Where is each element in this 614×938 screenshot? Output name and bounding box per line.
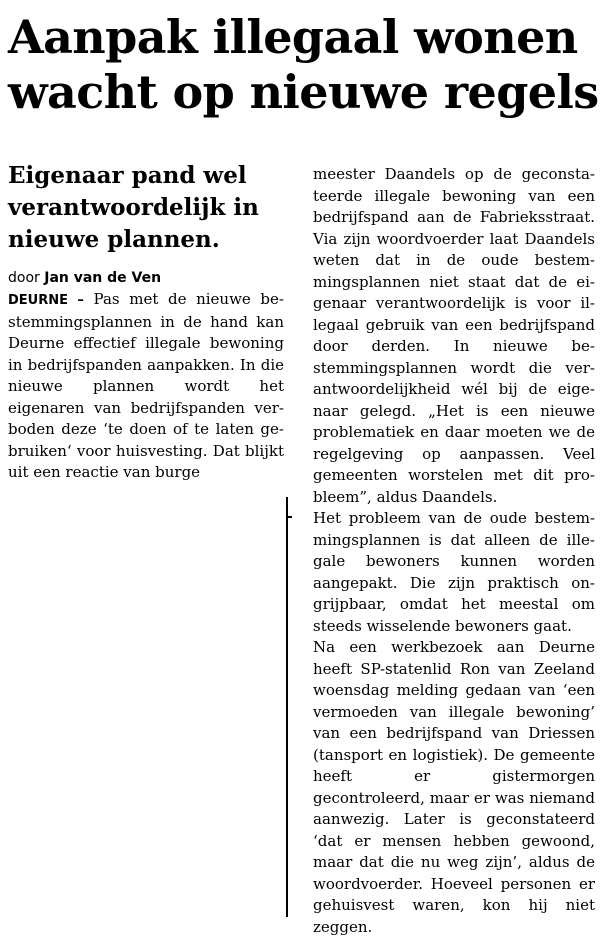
byline [8,268,161,288]
lead-text: Pas met de nieuwe bestemmingsplannen in de hand kan Deurne effectief illegale bewoning in bedrijfspanden aanpakken. In die nieuwe plannen wordt het eigenaren van bedrijfspanden verboden deze ‘te doen of te laten gebruiken‘ voor huisvesting. Dat blijkt uit een reactie van burge [8,290,284,481]
body-paragraph: Na een werkbezoek aan Deurne heeft SP-statenlid Ron van Zeeland woensdag melding gedaan van ‘een vermoeden van illegale bewoning’ van een bedrijfspand van Driessen (tansport en logistiek). De gemeente heeft er gistermorgen gecontroleerd, maar er was niemand aanwezig. Later is geconstateerd ‘dat er mensen hebben gewoond, maar dat die nu weg zijn’, aldus de woordvoerder. Hoeveel personen er gehuisvest waren, kon hij niet zeggen. [313,638,595,936]
subheadline: Eigenaar pand wel verantwoordelijk in nieuwe plannen. [8,162,259,253]
column-rule [286,497,288,917]
article-column-left [8,289,284,484]
byline-author: Jan van de Ven [44,270,162,286]
byline-prefix: door [8,270,40,286]
body-paragraph: Het probleem van de oude bestemmingsplannen is dat alleen de illegale bewoners kunnen worden aangepakt. Die zijn praktisch ongrijpbaar, omdat het meestal om steeds wisselende bewoners gaat. [313,509,595,635]
article-column-right [313,164,595,938]
body-paragraph: meester Daandels op de geconstateerde illegale bewoning van een bedrijfspand aan de Fabrieksstraat. Via zijn woordvoerder laat Daandels weten dat in de oude bestemmingsplannen niet staat dat de eigenaar verantwoordelijk is voor illegaal gebruik van een bedrijfspand door derden. In nieuwe bestemmingsplannen wordt die verantwoordelijkheid wél bij de eigenaar gelegd. „Het is een nieuwe problematiek en daar moeten we de regelgeving op aanpassen. Veel gemeenten worstelen met dit probleem”, aldus Daandels. [313,165,595,506]
dateline: DEURNE – [8,293,84,308]
column-rule-tick [286,516,292,518]
headline: Aanpak illegaal wonen wacht op nieuwe regels [8,10,599,119]
lead-paragraph [8,289,284,484]
